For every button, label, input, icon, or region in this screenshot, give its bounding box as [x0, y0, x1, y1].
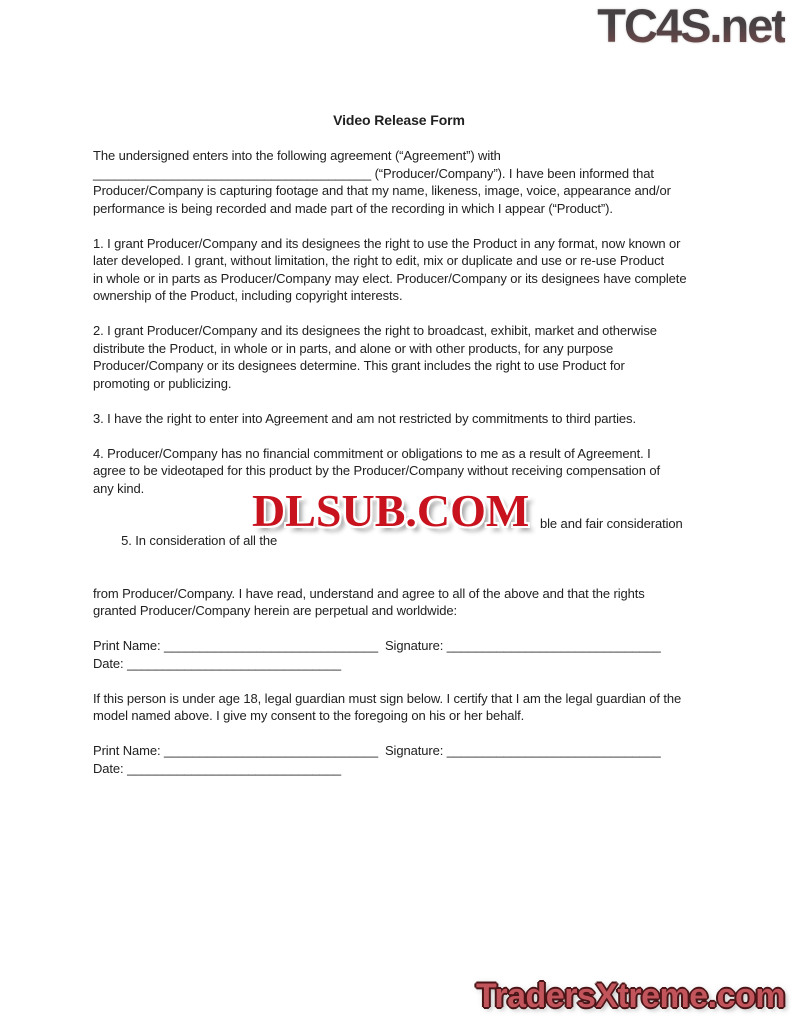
text-line: any kind. [93, 480, 145, 496]
text-line: granted Producer/Company herein are perpetual and worldwide: [93, 603, 457, 618]
text-line: agree to be videotaped for this product by the Producer/Company without receiving compensation of [93, 463, 660, 478]
text-line: 1. I grant Producer/Company and its designees the right to use the Product in any format, now known or [93, 235, 681, 251]
watermark-tradersxtreme: TradersXtreme.com [476, 977, 785, 1015]
paragraph-intro [93, 147, 705, 217]
text-line: model named above. I give my consent to the foregoing on his or her behalf. [93, 708, 525, 723]
text-line: 4. Producer/Company has no financial commitment or obligations to me as a result of Agreement. I [93, 445, 651, 461]
producer-company-blank-line: _______________________________________ (“Producer/Company”). I have been informed that [93, 165, 654, 181]
watermark-dlsub: DLSUB.COM [252, 485, 530, 536]
watermark-tc4s: TC4S.net [597, 0, 785, 52]
text-fragment-after-watermark: ble and fair consideration [540, 515, 683, 531]
page-title: Video Release Form [333, 112, 465, 128]
text-line: Producer/Company or its designees determine. This grant includes the right to use Product for [93, 358, 625, 373]
paragraph-guardian [93, 690, 705, 725]
text-line: If this person is under age 18, legal guardian must sign below. I certify that I am the legal guardian of the [93, 690, 682, 706]
text-line: 3. I have the right to enter into Agreement and am not restricted by commitments to third parties. [93, 410, 636, 426]
text-line: in whole or in parts as Producer/Company may elect. Producer/Company or its designees have complete [93, 270, 687, 286]
print-name-signature-row: Print Name: ______________________________ Signature: ______________________________ [93, 743, 661, 758]
signature-block-2 [93, 742, 705, 777]
paragraph-clause-1 [93, 235, 705, 305]
text-line: 2. I grant Producer/Company and its designees the right to broadcast, exhibit, market and otherwise [93, 323, 657, 338]
paragraph-clause-2 [93, 322, 705, 392]
date-row: Date: ______________________________ [93, 655, 341, 671]
text-line: promoting or publicizing. [93, 375, 232, 391]
text-line: from Producer/Company. I have read, understand and agree to all of the above and that the rights [93, 585, 645, 601]
text-line: Producer/Company is capturing footage and that my name, likeness, image, voice, appearance and/or [93, 183, 671, 198]
text-fragment-before-watermark: 5. In consideration of all the [121, 533, 278, 548]
print-name-signature-row: Print Name: ______________________________ Signature: ______________________________ [93, 638, 661, 653]
text-line: ownership of the Product, including copyright interests. [93, 288, 403, 303]
text-line: distribute the Product, in whole or in parts, and alone or with other products, for any purpose [93, 340, 614, 356]
text-line: The undersigned enters into the following agreement (“Agreement”) with [93, 148, 501, 163]
text-line: later developed. I grant, without limitation, the right to edit, mix or duplicate and use or re-use Product [93, 253, 665, 268]
date-row: Date: ______________________________ [93, 760, 341, 776]
text-line: performance is being recorded and made part of the recording in which I appear (“Product”). [93, 200, 613, 216]
signature-block-1 [93, 637, 705, 672]
paragraph-clause-3 [93, 410, 705, 428]
video-release-form [93, 112, 705, 795]
